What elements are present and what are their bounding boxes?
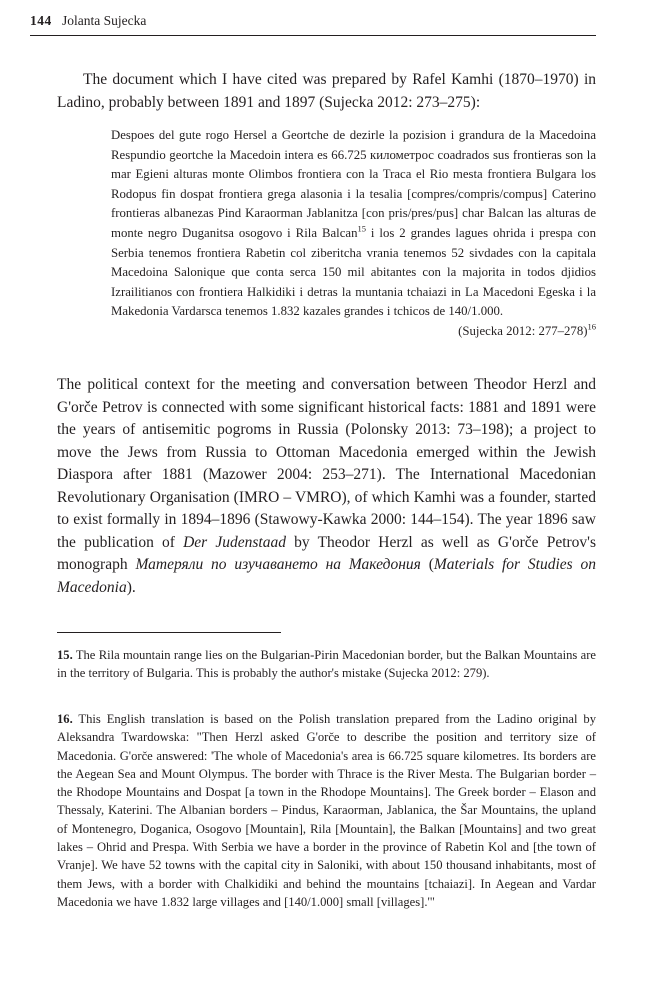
page-number: 144 [30,13,52,28]
intro-paragraph: The document which I have cited was prepared by Rafel Kamhi (1870–1970) in Ladino, probably between 1891 and 1897 (Sujecka 2012: 273–275): [57,71,596,111]
footnote-text: This English translation is based on the Polish translation prepared from the Ladino original by Aleksandra Twardowska: "Then Herzl asked G'orče to describe the position and territory size of Macedonia. G'orče answered: 'The whole of Macedonia's area is 66.725 square kilometres. Its borders are the Aegean Sea and Mount Olympus. The border with Thrace is the River Mesta. The Bulgarian border – the Rhodope Mountains and Dospat [a town in the Rhodope Mountains]. The Greek border – Elason and Thessaly, Katerini. The Albanian borders – Pindus, Karaorman, Jablanica, the Šar Mountains, the upland of Montenegro, Doganica, Osogovo [Mountain], Rila [Mountain], the Balkan [Mountains] and two great lakes – Ohrid and Prespa. With Serbia we have a border in the province of Rabetin Kol and [the town of Vranje]. We have 52 towns with the capital city in Saloniki, with about 150 thousand inhabitants, most of them Jews, with a border with Chalkidiki and behind the mountains [tchaiazi]. In Aegean and Vardar Macedonia we have 1.832 large villages and [140/1.000] small [villages].'" [57,712,596,909]
body-text-2: by Theodor Herzl as well as G'orče Petrov's monograph [57,533,597,573]
footnote-separator [57,632,281,633]
footnote-15 [57,646,596,683]
body-text-4: ). [126,578,136,596]
footnote-16 [57,710,596,911]
footnote-number: 15. [57,648,73,662]
ladino-block-quote [111,126,596,342]
quote-text-b: i los 2 grandes lagues ohrida i prespa con Serbia tenemos frontiera Rabetin col ziberitcha vrania tenemos 52 sivdades con la capitala Macedoina Salonique que conta serca 150 mil abitantes con la majorita in todos djidios Izrailitianos con frontiera Halkidiki i detras la muntania tchaiazi in La Macedoni Egeska i la Makedonia Vardarsca tenemos 1.832 kazales grandes i tchicos de 140/1.000. [111,225,596,319]
title-cyrillic-monograph: Матеряли по изучаването на Македония [135,556,421,573]
running-head: Jolanta Sujecka [62,13,147,28]
title-materials-for-studies: Materials for Studies on Macedonia [57,556,597,596]
body-text-1: The political context for the meeting and conversation between Theodor Herzl and G'orče Petrov is connected with some significant historical facts: 1881 and 1891 were the years of antisemitic pogroms in Russia (Polonsky 2013: 73–198); a project to move the Jews from Russia to Ottoman Macedonia emerged within the Jewish Diaspora after 1881 (Mazower 2004: 253–271). The International Macedonian Revolutionary Organisation (IMRO – VMRO), of which Kamhi was a founder, started to exist formally in 1894–1896 (Stawowy-Kawka 2000: 144–154). The year 1896 saw the publication of [57,376,596,551]
footnote-ref-15[interactable]: 15 [357,223,366,234]
quote-text-a: Despoes del gute rogo Hersel a Geortche de dezirle la pozision i grandura de la Macedoina Respundio geortche la Macedoin intera es 66.725 километрос coadrados sus frontieras son la mar Egieni alturas monte Olimbos frontiera con la Traca el Rio mesta frontiera Bulgara los Rodopus fin dospat frontiera grega alasonia i la tesalia [compres/compris/compus] Caterino frontieras albanezas Pind Karaorman Jablanitza [con pris/pres/pus] char Balcan las alturas de monte negro Duganitsa osogovo i Rila Balcan [111,128,596,240]
footnote-text: The Rila mountain range lies on the Bulgarian-Pirin Macedonian border, but the Balkan Mountains are in the territory of Bulgaria. This is probably the author's mistake (Sujecka 2012: 279). [57,648,596,681]
footnote-number: 16. [57,712,73,726]
footnote-ref-16[interactable]: 16 [587,321,596,332]
body-paragraph [57,374,596,599]
citation-text: (Sujecka 2012: 277–278) [458,323,588,338]
body-text-3: ( [420,556,434,573]
page-header [30,9,596,36]
title-der-judenstaad: Der Judenstaad [183,533,286,551]
quote-citation [458,322,596,342]
